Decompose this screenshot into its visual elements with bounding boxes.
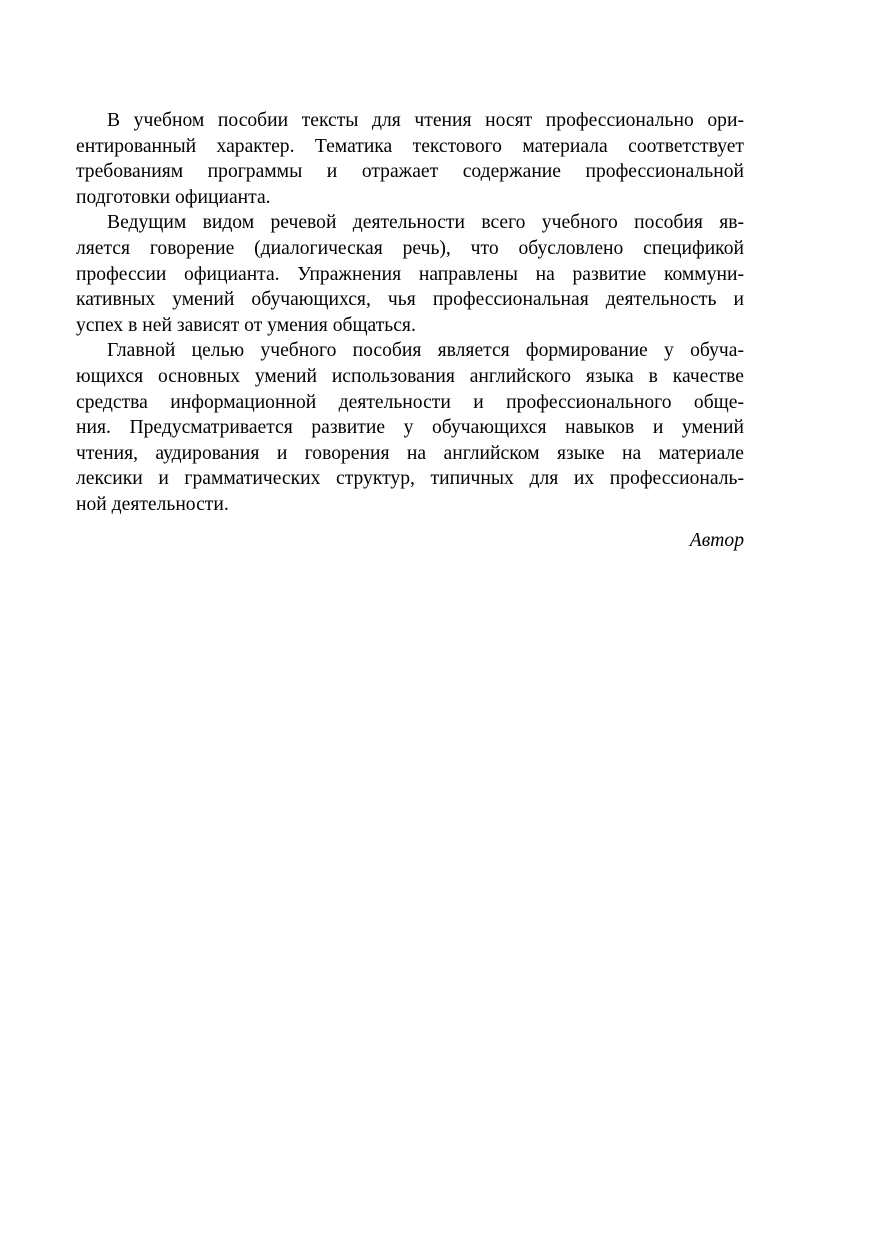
paragraph-2 xyxy=(76,210,744,338)
paragraph-line: Ведущим видом речевой деятельности всего учебного пособия яв- xyxy=(107,212,744,234)
paragraph-line: Главной целью учебного пособия является формирование у обуча- xyxy=(107,340,744,362)
paragraph-line: чтения, аудирования и говорения на английском языке на материале xyxy=(76,442,744,464)
preface-text xyxy=(76,108,744,518)
paragraph-line: ентированный характер. Тематика текстового материала соответствует xyxy=(76,135,744,157)
paragraph-line: профессии официанта. Упражнения направлены на развитие коммуни- xyxy=(76,263,744,285)
paragraph-line: ющихся основных умений использования английского языка в качестве xyxy=(76,365,744,387)
paragraph-1 xyxy=(76,108,744,210)
paragraph-line: успех в ней зависят от умения общаться. xyxy=(76,314,416,336)
paragraph-line: средства информационной деятельности и профессионального обще- xyxy=(76,391,744,413)
author-signature: Автор xyxy=(689,530,744,551)
paragraph-line: подготовки официанта. xyxy=(76,186,271,208)
paragraph-line: В учебном пособии тексты для чтения носят профессионально ори- xyxy=(107,110,744,131)
paragraph-line: кативных умений обучающихся, чья профессиональная деятельность и xyxy=(76,289,744,311)
paragraph-3 xyxy=(76,338,744,517)
paragraph-line: ляется говорение (диалогическая речь), что обусловлено спецификой xyxy=(76,237,744,259)
paragraph-line: требованиям программы и отражает содержание профессиональной xyxy=(76,161,744,183)
paragraph-line: ной деятельности. xyxy=(76,493,229,515)
paragraph-line: ния. Предусматривается развитие у обучающихся навыков и умений xyxy=(76,417,744,439)
paragraph-line: лексики и грамматических структур, типичных для их профессиональ- xyxy=(76,468,744,490)
